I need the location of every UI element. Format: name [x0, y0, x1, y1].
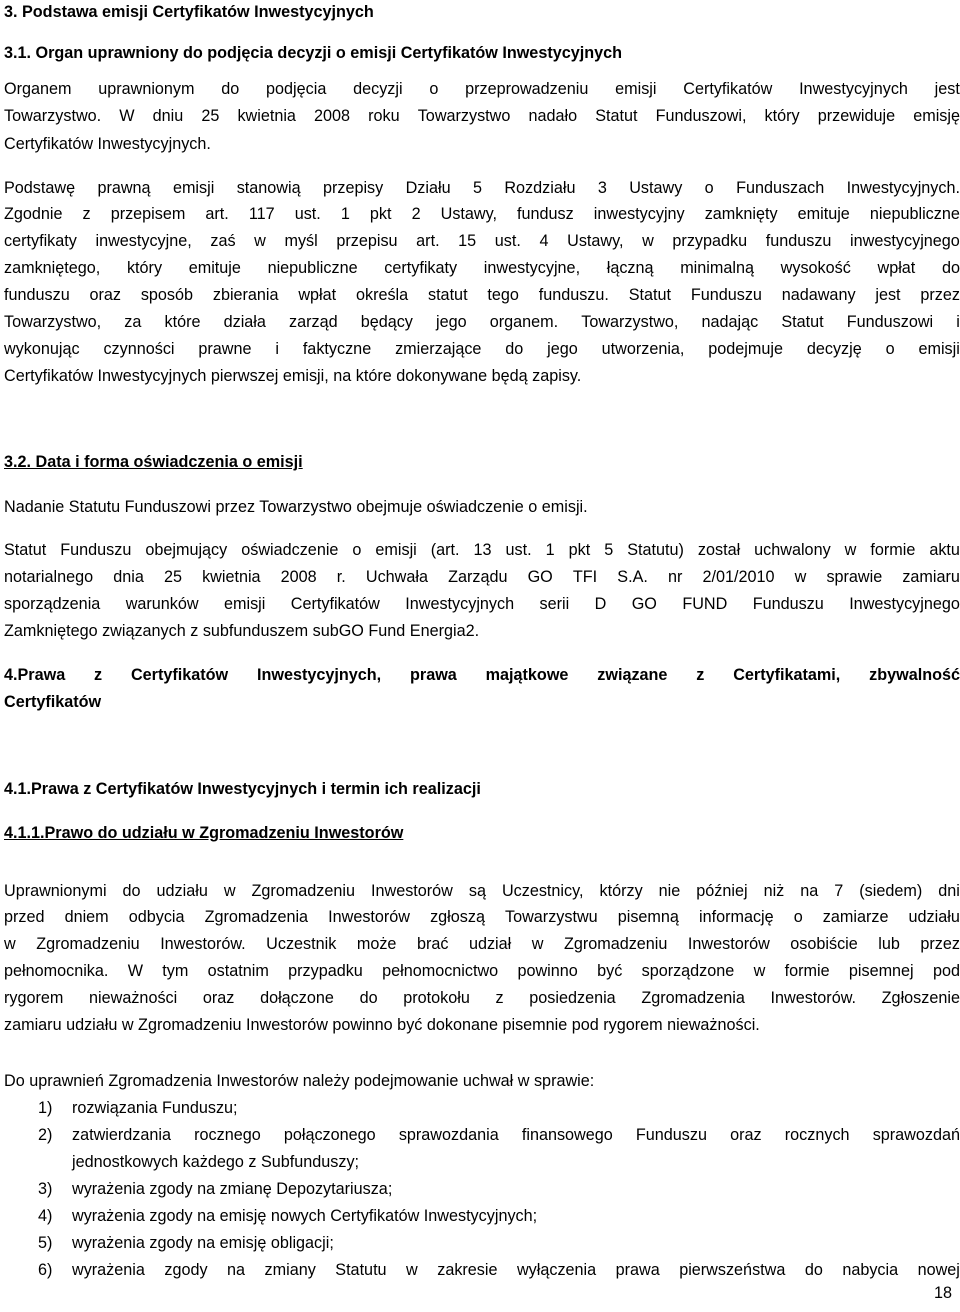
section-heading: 3.1. Organ uprawniony do podjęcia decyzji o emisji Certyfikatów Inwestycyjnych [4, 44, 622, 62]
paragraph-line: Podstawę prawną emisji stanowią przepisy Działu 5 Rozdziału 3 Ustawy o Funduszach Inwestycyjnych. [4, 179, 960, 197]
paragraph-line: Zgodnie z przepisem art. 117 ust. 1 pkt 2 Ustawy, fundusz inwestycyjny zamknięty emituje niepubliczne [4, 205, 960, 223]
list-item-number: 2) [38, 1126, 53, 1144]
list-item: rozwiązania Funduszu; [72, 1099, 238, 1117]
paragraph-line: Do uprawnień Zgromadzenia Inwestorów należy podejmowanie uchwał w sprawie: [4, 1072, 595, 1090]
list-item-number: 3) [38, 1180, 53, 1198]
document-page [4, 0, 960, 1312]
list-item-number: 4) [38, 1207, 53, 1225]
section-heading: 4.Prawa z Certyfikatów Inwestycyjnych, prawa majątkowe związane z Certyfikatami, zbywalność [4, 666, 960, 684]
list-item-number: 6) [38, 1261, 53, 1279]
list-item: jednostkowych każdego z Subfunduszy; [72, 1153, 360, 1171]
page-number: 18 [933, 1284, 952, 1302]
list-item: wyrażenia zgody na emisję nowych Certyfikatów Inwestycyjnych; [72, 1207, 538, 1225]
section-heading: 3.2. Data i forma oświadczenia o emisji [4, 453, 303, 471]
paragraph-line: Certyfikatów Inwestycyjnych pierwszej emisji, na które dokonywane będą zapisy. [4, 367, 582, 385]
paragraph-line: przed dniem odbycia Zgromadzenia Inwestorów zgłoszą Towarzystwu pisemną informację o zamiarze udziału [4, 908, 960, 926]
paragraph-line: zamiaru udziału w Zgromadzeniu Inwestorów powinno być dokonane pisemnie pod rygorem nieważności. [4, 1016, 760, 1034]
paragraph-line: rygorem nieważności oraz dołączone do protokołu z posiedzenia Zgromadzenia Inwestorów. Zgłoszenie [4, 989, 960, 1007]
paragraph-line: Statut Funduszu obejmujący oświadczenie o emisji (art. 13 ust. 1 pkt 5 Statutu) został uchwalony w formie aktu [4, 541, 960, 559]
list-item: wyrażenia zgody na emisję obligacji; [72, 1234, 334, 1252]
paragraph-line: Zamkniętego związanych z subfunduszem subGO Fund Energia2. [4, 622, 480, 640]
section-heading: 3. Podstawa emisji Certyfikatów Inwestycyjnych [4, 3, 374, 21]
section-heading: 4.1.Prawa z Certyfikatów Inwestycyjnych i termin ich realizacji [4, 780, 481, 798]
list-item: wyrażenia zgody na zmiany Statutu w zakresie wyłączenia prawa pierwszeństwa do nabycia nowej [72, 1261, 960, 1279]
paragraph-line: pełnomocnika. W tym ostatnim przypadku pełnomocnictwo powinno być sporządzone w formie pisemnej pod [4, 962, 960, 980]
paragraph-line: Organem uprawnionym do podjęcia decyzji o przeprowadzeniu emisji Certyfikatów Inwestycyjnych jest [4, 80, 960, 98]
list-item-number: 1) [38, 1099, 53, 1117]
section-heading: 4.1.1.Prawo do udziału w Zgromadzeniu Inwestorów [4, 824, 404, 842]
paragraph-line: notarialnego dnia 25 kwietnia 2008 r. Uchwała Zarządu GO TFI S.A. nr 2/01/2010 w sprawie zamiaru [4, 568, 960, 586]
section-heading: Certyfikatów [4, 693, 102, 711]
paragraph-line: funduszu oraz sposób zbierania wpłat określa statut tego funduszu. Statut Funduszu nadawany jest przez [4, 286, 960, 304]
paragraph-line: Towarzystwo. W dniu 25 kwietnia 2008 roku Towarzystwo nadało Statut Funduszowi, który przewiduje emisję [4, 107, 960, 125]
paragraph-line: certyfikaty inwestycyjne, zaś w myśl przepisu art. 15 ust. 4 Ustawy, w przypadku funduszu inwestycyjnego [4, 232, 960, 250]
list-item: wyrażenia zgody na zmianę Depozytariusza; [72, 1180, 393, 1198]
paragraph-line: Uprawnionymi do udziału w Zgromadzeniu Inwestorów są Uczestnicy, którzy nie później niż na 7 (siedem) dni [4, 882, 960, 900]
list-item: zatwierdzania rocznego połączonego sprawozdania finansowego Funduszu oraz rocznych sprawozdań [72, 1126, 960, 1144]
list-item-number: 5) [38, 1234, 53, 1252]
paragraph-line: wykonując czynności prawne i faktyczne zmierzające do jego utworzenia, podejmuje decyzję o emisji [4, 340, 960, 358]
paragraph-line: sporządzenia warunków emisji Certyfikatów Inwestycyjnych serii D GO FUND Funduszu Inwestycyjnego [4, 595, 960, 613]
paragraph-line: Certyfikatów Inwestycyjnych. [4, 135, 211, 153]
paragraph-line: w Zgromadzeniu Inwestorów. Uczestnik może brać udział w Zgromadzeniu Inwestorów osobiście lub przez [4, 935, 960, 953]
paragraph-line: zamkniętego, który emituje niepubliczne certyfikaty inwestycyjne, łączną minimalną wysokość wpłat do [4, 259, 960, 277]
paragraph-line: Towarzystwo, za które działa zarząd będący jego organem. Towarzystwo, nadając Statut Funduszowi i [4, 313, 960, 331]
paragraph-line: Nadanie Statutu Funduszowi przez Towarzystwo obejmuje oświadczenie o emisji. [4, 498, 588, 516]
